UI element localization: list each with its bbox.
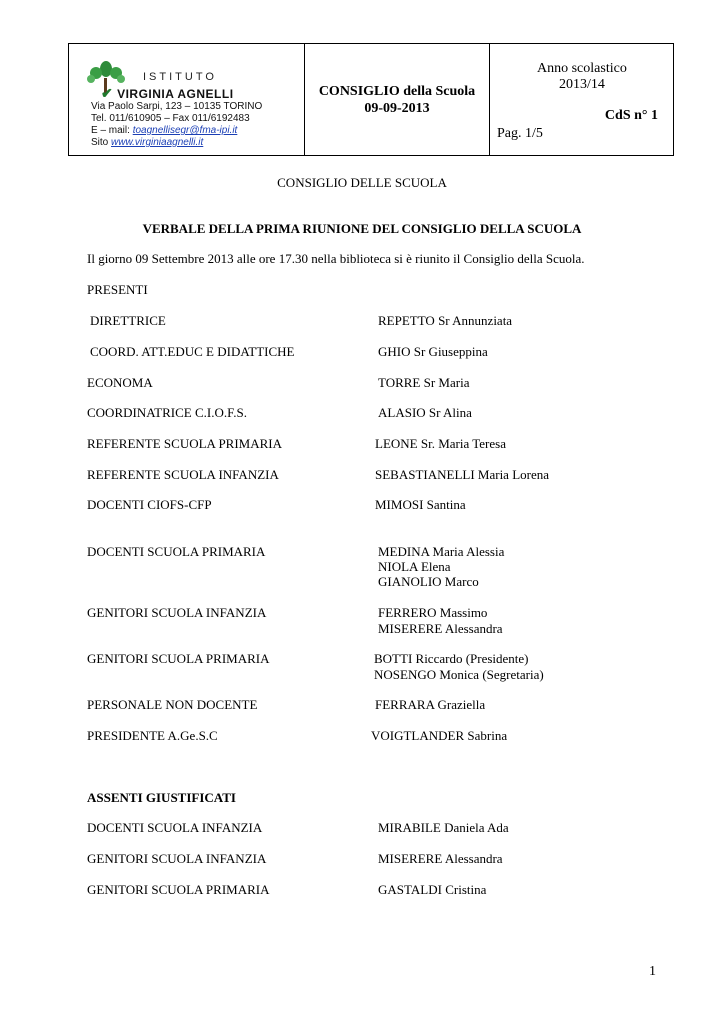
- presenti-name: TORRE Sr Maria: [378, 375, 470, 390]
- intro-paragraph: Il giorno 09 Settembre 2013 alle ore 17.30 nella biblioteca si è riunito il Consiglio della Scuola.: [87, 251, 585, 266]
- document-header: [68, 43, 674, 156]
- presenti-name: ALASIO Sr Alina: [378, 405, 472, 420]
- presenti-role: COORDINATRICE C.I.O.F.S.: [87, 405, 248, 420]
- assenti-label: ASSENTI GIUSTIFICATI: [87, 790, 236, 805]
- assenti-role: GENITORI SCUOLA PRIMARIA: [87, 882, 270, 897]
- presenti-role: GENITORI SCUOLA PRIMARIA: [87, 651, 270, 666]
- presenti-role: PRESIDENTE A.Ge.S.C: [87, 728, 218, 743]
- presenti-name: VOIGTLANDER Sabrina: [371, 728, 508, 743]
- presenti-name: NOSENGO Monica (Segretaria): [374, 667, 544, 682]
- logo-school-name: [101, 85, 234, 102]
- logo-istituto: ISTITUTO: [143, 71, 217, 83]
- checkmark-icon: ✔: [101, 85, 114, 101]
- school-year-value: 2013/14: [558, 77, 605, 92]
- page-number: 1: [649, 964, 656, 979]
- presenti-name: NIOLA Elena: [378, 559, 451, 574]
- presenti-label: PRESENTI: [87, 282, 148, 297]
- logo-email-line: [91, 125, 237, 136]
- presenti-name: BOTTI Riccardo (Presidente): [374, 651, 529, 666]
- email-label: E – mail:: [91, 125, 130, 136]
- presenti-role: DIRETTRICE: [90, 313, 166, 328]
- presenti-name: MIMOSI Santina: [375, 497, 466, 512]
- header-info-block: [490, 44, 673, 155]
- presenti-name: GIANOLIO Marco: [378, 574, 479, 589]
- presenti-name: FERRARA Graziella: [375, 697, 486, 712]
- doc-subheading: VERBALE DELLA PRIMA RIUNIONE DEL CONSIGLIO DELLA SCUOLA: [142, 221, 582, 236]
- presenti-name: MISERERE Alessandra: [378, 621, 503, 636]
- header-date: 09-09-2013: [364, 100, 430, 116]
- assenti-role: GENITORI SCUOLA INFANZIA: [87, 851, 267, 866]
- assenti-name: MIRABILE Daniela Ada: [378, 820, 509, 835]
- presenti-role: REFERENTE SCUOLA PRIMARIA: [87, 436, 283, 451]
- presenti-name: MEDINA Maria Alessia: [378, 544, 505, 559]
- presenti-name: REPETTO Sr Annunziata: [378, 313, 513, 328]
- header-title-block: [305, 44, 490, 155]
- logo-phone: Tel. 011/610905 – Fax 011/6192483: [91, 113, 250, 124]
- presenti-role: COORD. ATT.EDUC E DIDATTICHE: [90, 344, 295, 359]
- presenti-name: SEBASTIANELLI Maria Lorena: [375, 467, 550, 482]
- presenti-name: FERRERO Massimo: [378, 605, 488, 620]
- assenti-role: DOCENTI SCUOLA INFANZIA: [87, 820, 263, 835]
- school-year: [537, 61, 627, 93]
- page-indicator: Pag. 1/5: [497, 126, 543, 141]
- logo-address: Via Paolo Sarpi, 123 – 10135 TORINO: [91, 101, 263, 112]
- doc-heading: CONSIGLIO DELLE SCUOLA: [277, 175, 447, 190]
- presenti-name: LEONE Sr. Maria Teresa: [375, 436, 506, 451]
- school-year-label: Anno scolastico: [537, 61, 627, 76]
- presenti-role: DOCENTI CIOFS-CFP: [87, 497, 212, 512]
- presenti-role: DOCENTI SCUOLA PRIMARIA: [87, 544, 266, 559]
- logo-site-line: [91, 137, 203, 148]
- school-logo-block: [69, 44, 305, 155]
- presenti-role: GENITORI SCUOLA INFANZIA: [87, 605, 267, 620]
- presenti-role: REFERENTE SCUOLA INFANZIA: [87, 467, 279, 482]
- logo-name-text: VIRGINIA AGNELLI: [117, 87, 234, 101]
- cds-number: CdS n° 1: [604, 108, 658, 123]
- assenti-name: MISERERE Alessandra: [378, 851, 503, 866]
- presenti-role: ECONOMA: [87, 375, 153, 390]
- presenti-name: GHIO Sr Giuseppina: [378, 344, 488, 359]
- email-link[interactable]: toagnellisegr@fma-ipi.it: [132, 125, 238, 136]
- assenti-name: GASTALDI Cristina: [378, 882, 487, 897]
- header-title: CONSIGLIO della Scuola: [318, 83, 476, 99]
- presenti-role: PERSONALE NON DOCENTE: [87, 697, 258, 712]
- site-link[interactable]: www.virginiaagnelli.it: [111, 137, 204, 148]
- site-label: Sito: [91, 137, 109, 148]
